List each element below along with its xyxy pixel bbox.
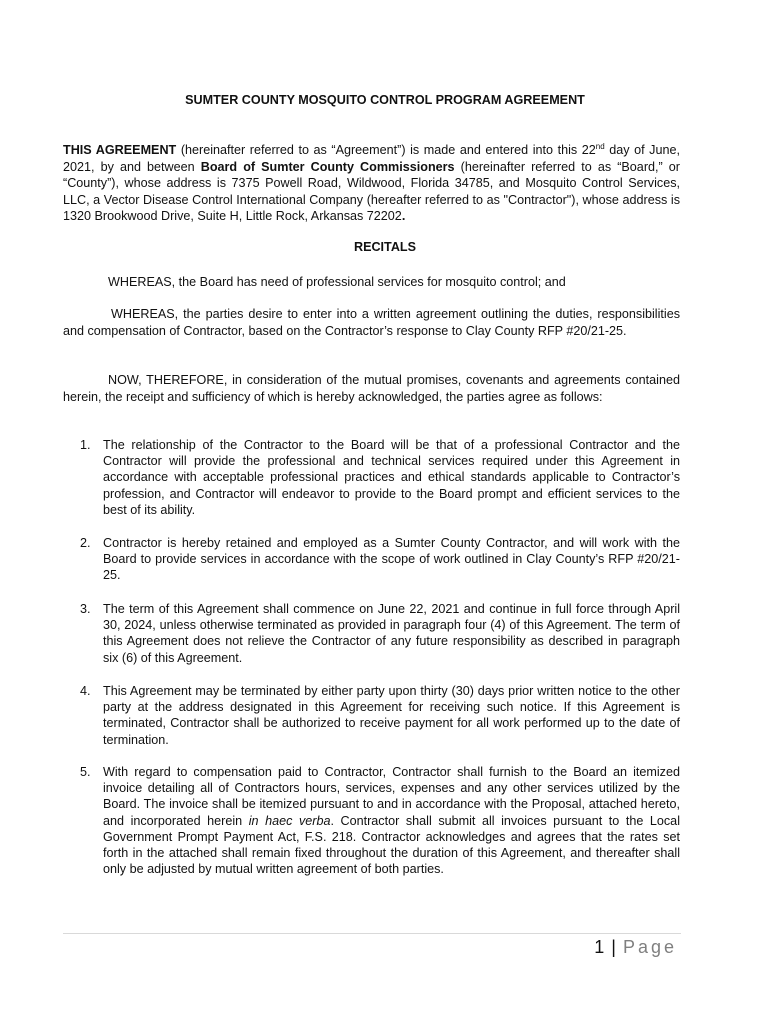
now-therefore-paragraph: NOW, THEREFORE, in consideration of the mutual promises, covenants and agreements contained herein, the receipt and sufficiency of which is hereby acknowledged, the parties agree as follows: (63, 373, 680, 404)
whereas-paragraph-1: WHEREAS, the Board has need of professional services for mosquito control; and (108, 275, 566, 289)
list-item: 3. The term of this Agreement shall commence on June 22, 2021 and continue in full force through April 30, 2024, unless otherwise terminated as provided in paragraph four (4) of this Agreement. The term of this Agreement does not relieve the Contractor of any future responsibility as described in paragraph six (6) of this Agreement. (80, 602, 680, 665)
agreement-lead: THIS AGREEMENT (63, 143, 177, 157)
list-item: 1. The relationship of the Contractor to the Board will be that of a professional Contractor and the Contractor will provide the professional and technical services required under this Agreement in accordance with acceptable professional practices and ethical standards applicable to Contractor’s profession, and Contractor will endeavor to provide to the Board prompt and efficient services to the best of its ability. (80, 438, 680, 517)
document-title: SUMTER COUNTY MOSQUITO CONTROL PROGRAM AGREEMENT (185, 93, 585, 107)
list-item: 2. Contractor is hereby retained and employed as a Sumter County Contractor, and will work with the Board to provide services in accordance with the scope of work outlined in Clay County’s RFP #20/21-25. (80, 536, 680, 583)
footer-divider (63, 933, 681, 934)
page-footer: 1 | Page (594, 937, 677, 957)
board-name: Board of Sumter County Commissioners (200, 159, 455, 174)
list-item: 4. This Agreement may be terminated by either party upon thirty (30) days prior written notice to the other party at the address designated in this Agreement for receiving such notice. If this Agreement is terminated, Contractor shall be authorized to receive payment for all work performed up to the date of termination. (80, 684, 680, 747)
page-number: 1 (594, 937, 606, 957)
page-label: Page (622, 937, 677, 957)
intro-paragraph: THIS AGREEMENT (hereinafter referred to as “Agreement”) is made and entered into this 22nd day of June, 2021, by and between Board of Sumter County Commissioners (hereinafter referred to as “Board,” or “County”), whose address is 7375 Powell Road, Wildwood, Florida 34785, and Mosquito Control Services, LLC, a Vector Disease Control International Company (hereafter referred to as "Contractor"), whose address is 1320 Brookwood Drive, Suite H, Little Rock, Arkansas 72202. (63, 141, 680, 223)
recitals-heading: RECITALS (353, 240, 417, 254)
whereas-paragraph-2: WHEREAS, the parties desire to enter into a written agreement outlining the duties, responsibilities and compensation of Contractor, based on the Contractor’s response to Clay County RFP #20/21-25. (63, 307, 680, 338)
list-item: 5. With regard to compensation paid to Contractor, Contractor shall furnish to the Board an itemized invoice detailing all of Contractors hours, services, expenses and any other services utilized by the Board. The invoice shall be itemized pursuant to and in accordance with the Proposal, attached hereto, and incorporated herein in haec verba. Contractor shall submit all invoices pursuant to the Local Government Prompt Payment Act, F.S. 218. Contractor acknowledges and agrees that the rates set forth in the attached shall remain fixed throughout the duration of this Agreement, and thereafter shall only be adjusted by mutual written agreement of both parties. (80, 765, 680, 877)
